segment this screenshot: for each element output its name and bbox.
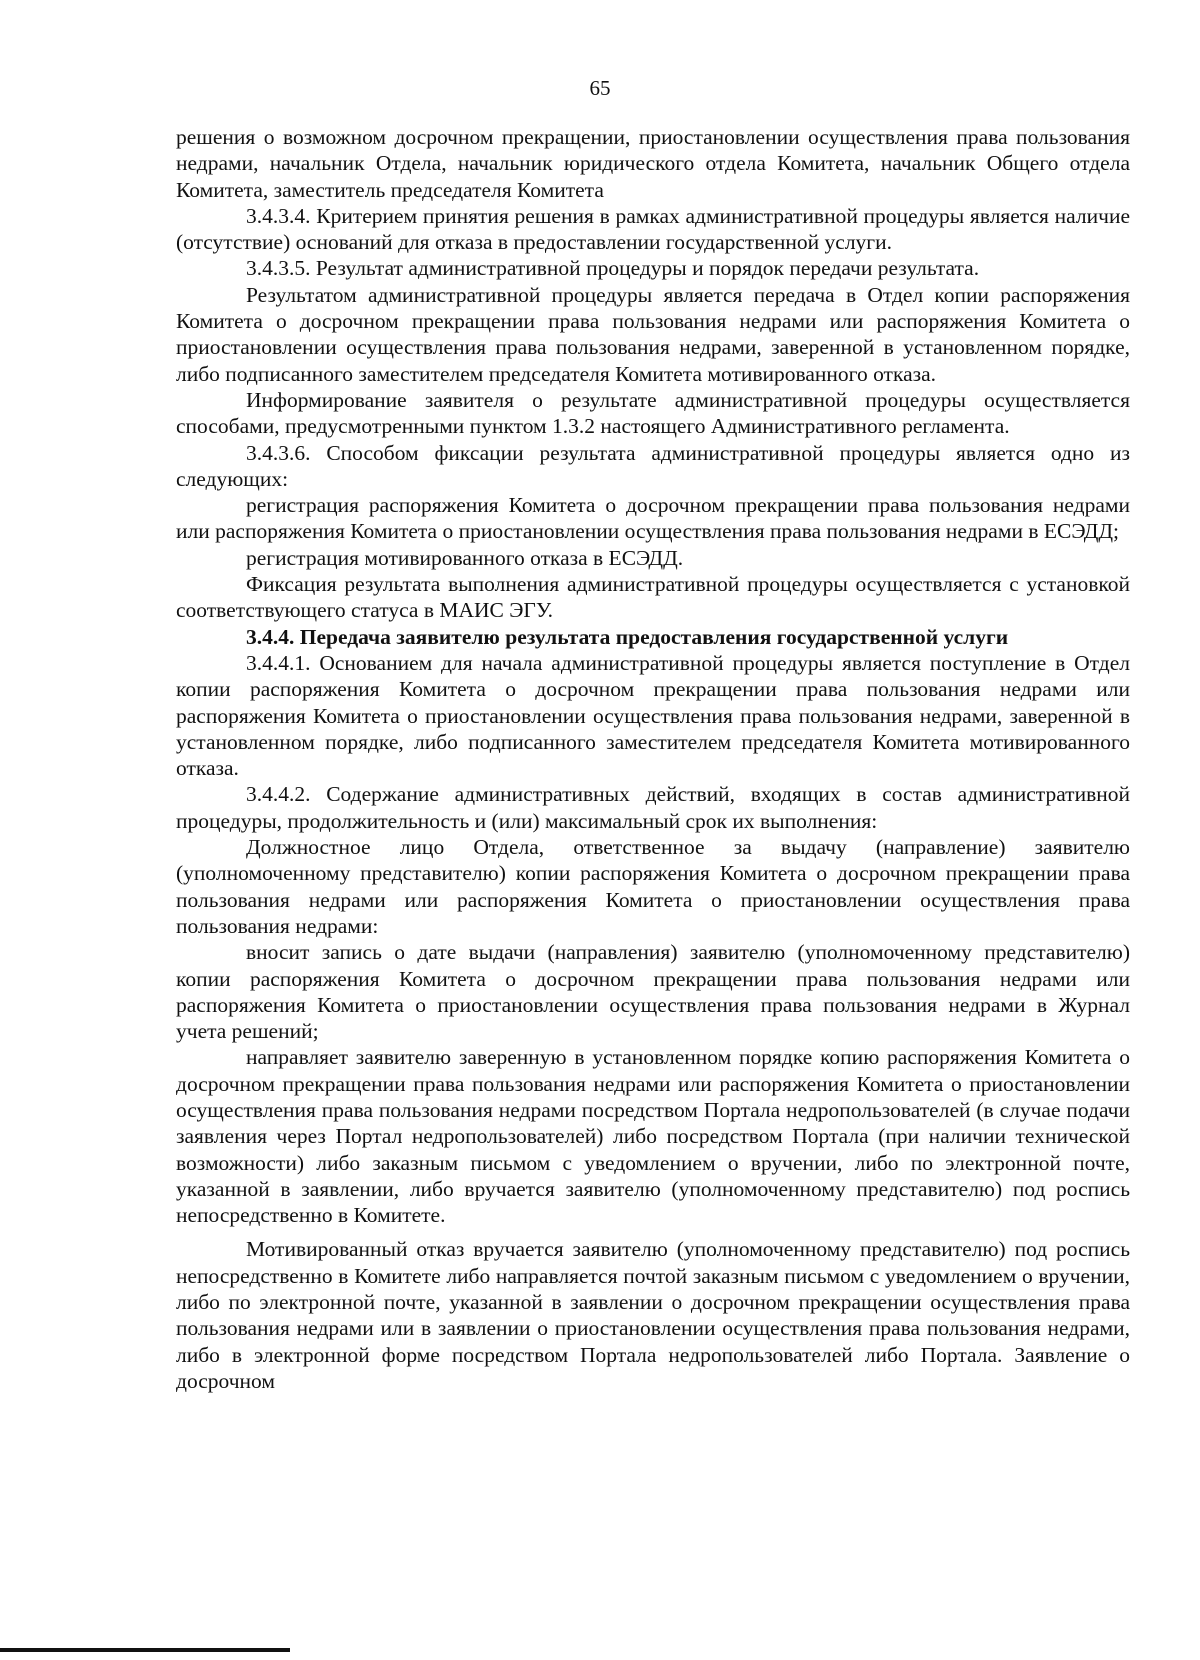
paragraph-official: Должностное лицо Отдела, ответственное за выдачу (направление) заявителю (уполномоченному представителю) копии распоряжения Комитета о досрочном прекращении права пользования недрами или распоряжения Комитета о приостановлении осуществления права пользования недрами: (176, 835, 1130, 938)
bottom-rule (0, 1648, 290, 1652)
paragraph-result: Результатом административной процедуры является передача в Отдел копии распоряжения Комитета о досрочном прекращении права пользования недрами или распоряжения Комитета о приостановлении осуществления права пользования недрами, заверенной в установленном порядке, либо подписанного заместителем председателя Комитета мотивированного отказа. (176, 282, 1130, 386)
paragraph-continuation: решения о возможном досрочном прекращении, приостановлении осуществления права пользования недрами, начальник Отдела, начальник юридического отдела Комитета, начальник Общего отдела Комитета, заместитель председателя Комитета (176, 125, 1130, 202)
paragraph-journal-entry: вносит запись о дате выдачи (направления) заявителю (уполномоченному представителю) копии распоряжения Комитета о досрочном прекращении права пользования недрами или распоряжения Комитета о приостановлении осуществления права пользования недрами в Журнал учета решений; (176, 940, 1130, 1044)
paragraph-3-4-3-5: 3.4.3.5. Результат административной процедуры и порядок передачи результата. (246, 256, 980, 281)
paragraph-informing: Информирование заявителя о результате административной процедуры осуществляется способами, предусмотренными пунктом 1.3.2 настоящего Административного регламента. (176, 387, 1130, 439)
paragraph-3-4-4-1: 3.4.4.1. Основанием для начала административной процедуры является поступление в Отдел копии распоряжения Комитета о досрочном прекращении права пользования недрами или распоряжения Комитета о приостановлении осуществления права пользования недрами, заверенной в установленном порядке, либо подписанного заместителем председателя Комитета мотивированного отказа. (176, 650, 1130, 781)
paragraph-registration-refusal: регистрация мотивированного отказа в ЕСЭДД. (246, 545, 684, 570)
section-heading-3-4-4: 3.4.4. Передача заявителю результата предоставления государственной услуги (246, 624, 1009, 649)
paragraph-fixation: Фиксация результата выполнения административной процедуры осуществляется с установкой соответствующего статуса в МАИС ЭГУ. (176, 572, 1130, 623)
paragraph-motivated-refusal: Мотивированный отказ вручается заявителю (уполномоченному представителю) под роспись непосредственно в Комитете либо направляется почтой заказным письмом с уведомлением о вручении, либо по электронной почте, указанной в заявлении о досрочном прекращении осуществления права пользования недрами или в заявлении о приостановлении осуществления права пользования недрами, либо в электронной форме посредством Портала недропользователей либо Портала. Заявление о досрочном (176, 1237, 1130, 1393)
paragraph-3-4-4-2: 3.4.4.2. Содержание административных действий, входящих в состав административной процедуры, продолжительность и (или) максимальный срок их выполнения: (176, 782, 1130, 833)
paragraph-3-4-3-4: 3.4.3.4. Критерием принятия решения в рамках административной процедуры является наличие (отсутствие) оснований для отказа в предоставлении государственной услуги. (176, 203, 1130, 255)
page-number: 65 (589, 76, 611, 100)
paragraph-3-4-3-6: 3.4.3.6. Способом фиксации результата административной процедуры является одно из следующих: (176, 440, 1130, 491)
document-body (176, 124, 1130, 1394)
paragraph-registration-order: регистрация распоряжения Комитета о досрочном прекращении права пользования недрами или распоряжения Комитета о приостановлении осуществления права пользования недрами в ЕСЭДД; (176, 493, 1130, 544)
paragraph-sends-copy: направляет заявителю заверенную в установленном порядке копию распоряжения Комитета о досрочном прекращении права пользования недрами или распоряжения Комитета о приостановлении осуществления права пользования недрами посредством Портала недропользователей (в случае подачи заявления через Портал недропользователей) либо посредством Портала (при наличии технической возможности) либо заказным письмом с уведомлением о вручении, либо по электронной почте, указанной в заявлении, либо вручается заявителю (уполномоченному представителю) под роспись непосредственно в Комитете. (176, 1045, 1130, 1228)
